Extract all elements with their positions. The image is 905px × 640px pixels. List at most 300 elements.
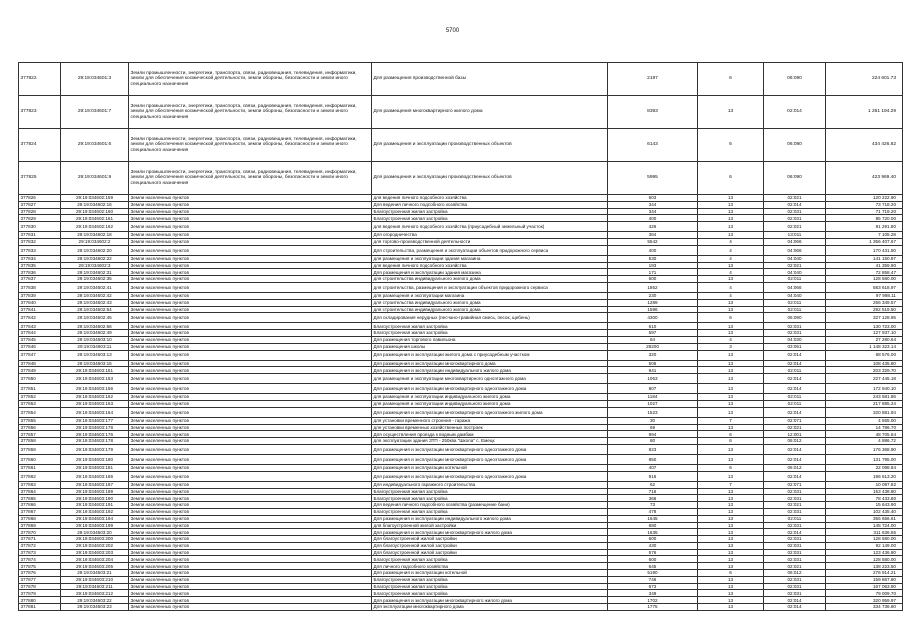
code: 02:014 xyxy=(764,471,826,481)
cadastral-value: 128 580.00 xyxy=(826,536,903,543)
row-number: 377876 xyxy=(19,570,61,577)
area: 1289 xyxy=(608,299,698,306)
land-category: Земли населенных пунктов xyxy=(129,384,372,394)
row-number: 377832 xyxy=(19,238,61,245)
cadastral-number: 29:19:034603:194 xyxy=(61,515,129,522)
land-category: Земли населенных пунктов xyxy=(129,367,372,374)
row-number: 377853 xyxy=(19,400,61,407)
land-category: Земли населенных пунктов xyxy=(129,255,372,262)
cadastral-value: 327 128.95 xyxy=(826,313,903,323)
cadastral-value: 15 643.90 xyxy=(826,502,903,509)
group-code: 13 xyxy=(698,96,764,129)
code: 02:014 xyxy=(764,201,826,208)
cadastral-number: 29:19:034602:3 xyxy=(61,262,129,269)
table-row xyxy=(19,313,903,323)
permitted-use: Для размещения многоквартирного жилого дома xyxy=(372,96,608,129)
group-code: 13 xyxy=(698,400,764,407)
land-category: Земли населенных пунктов xyxy=(129,299,372,306)
cadastral-number: 29:19:034602:160 xyxy=(61,208,129,215)
table-row xyxy=(19,129,903,162)
area: 530 xyxy=(608,255,698,262)
permitted-use: Для размещения и эксплуатации многоквартирного дома xyxy=(372,360,608,367)
cadastral-value: 217 885.24 xyxy=(826,400,903,407)
land-category: Земли населенных пунктов xyxy=(129,215,372,222)
row-number: 377840 xyxy=(19,299,61,306)
area: 1645 xyxy=(608,515,698,522)
code: 02:031 xyxy=(764,215,826,222)
group-code: 13 xyxy=(698,495,764,502)
cadastral-number: 29:19:034603:202 xyxy=(61,542,129,549)
cadastral-number: 29:19:034603:13 xyxy=(61,350,129,360)
code: 04:066 xyxy=(764,238,826,245)
permitted-use: для ведения личного подсобного хозяйства xyxy=(372,262,608,269)
land-category: Земли промышленности, энергетики, транспорта, связи, радиовещания, телевидения, информатики, земли для обеспечения космической деятельности, земли обороны, безопасности и земли иного специального назначения xyxy=(129,129,372,162)
land-category: Земли населенных пунктов xyxy=(129,471,372,481)
cadastral-number: 29:19:034603:22 xyxy=(61,597,129,604)
group-code: 6 xyxy=(698,438,764,445)
group-code: 13 xyxy=(698,232,764,239)
cadastral-value: 423 969.40 xyxy=(826,162,903,195)
area: 600 xyxy=(608,536,698,543)
permitted-use: Для складирования нерудных (песчано-гравийная смесь, песок, щебень) xyxy=(372,313,608,323)
land-category: Земли населенных пунктов xyxy=(129,350,372,360)
table-row xyxy=(19,384,903,394)
cadastral-value-table xyxy=(18,62,903,611)
table-row xyxy=(19,323,903,330)
permitted-use: для установки временных хозяйственных построек xyxy=(372,424,608,431)
code: 02:014 xyxy=(764,96,826,129)
group-code: 13 xyxy=(698,529,764,536)
cadastral-value: 102 435.40 xyxy=(826,508,903,515)
land-category: Земли населенных пунктов xyxy=(129,597,372,604)
row-number: 377864 xyxy=(19,488,61,495)
permitted-use: Благоустроенная жилая застройка xyxy=(372,330,608,337)
table-row xyxy=(19,583,903,590)
row-number: 377843 xyxy=(19,323,61,330)
area: 1862 xyxy=(608,282,698,292)
table-row xyxy=(19,570,903,577)
cadastral-value: 276 914.21 xyxy=(826,570,903,577)
group-code: 13 xyxy=(698,590,764,597)
table-row xyxy=(19,299,903,306)
cadastral-value: 27 280.64 xyxy=(826,336,903,343)
code: 06:090 xyxy=(764,129,826,162)
cadastral-number: 29:19:034602:42 xyxy=(61,292,129,299)
row-number: 377860 xyxy=(19,454,61,464)
code: 02:014 xyxy=(764,360,826,367)
permitted-use: для благоустроенной жилой застройки xyxy=(372,522,608,529)
row-number: 377881 xyxy=(19,604,61,611)
area: 941 xyxy=(608,367,698,374)
permitted-use: для размещения и эксплуатации индивидуального жилого дома xyxy=(372,394,608,401)
table-row xyxy=(19,536,903,543)
row-number: 377833 xyxy=(19,245,61,255)
permitted-use: Для ведения личного подсобного хозяйства (размещение бани) xyxy=(372,502,608,509)
table-row xyxy=(19,374,903,384)
table-row xyxy=(19,515,903,522)
code: 04:040 xyxy=(764,292,826,299)
area: 73 xyxy=(608,502,698,509)
group-code: 13 xyxy=(698,374,764,384)
land-category: Земли населенных пунктов xyxy=(129,556,372,563)
land-category: Земли населенных пунктов xyxy=(129,488,372,495)
table-row xyxy=(19,522,903,529)
code: 02:031 xyxy=(764,488,826,495)
cadastral-number: 29:19:034601:9 xyxy=(61,162,129,195)
permitted-use: Благоустроенная жилая застройка xyxy=(372,323,608,330)
cadastral-number: 29:19:034602:18 xyxy=(61,232,129,239)
area: 823 xyxy=(608,444,698,454)
cadastral-value: 41 359.90 xyxy=(826,262,903,269)
group-code: 13 xyxy=(698,597,764,604)
cadastral-value: 4 565.00 xyxy=(826,417,903,424)
cadastral-number: 29:19:034603:179 xyxy=(61,444,129,454)
permitted-use: для строительства индивидуального жилого дома xyxy=(372,306,608,313)
table-row xyxy=(19,597,903,604)
table-row xyxy=(19,495,903,502)
area: 1184 xyxy=(608,394,698,401)
area: 478 xyxy=(608,508,698,515)
permitted-use: Для благоустроенной жилой застройки xyxy=(372,542,608,549)
area: 807 xyxy=(608,384,698,394)
row-number: 377829 xyxy=(19,215,61,222)
group-code: 6 xyxy=(698,570,764,577)
code: 02:021 xyxy=(764,195,826,202)
area: 366 xyxy=(608,495,698,502)
table-row xyxy=(19,282,903,292)
group-code: 6 xyxy=(698,313,764,323)
permitted-use: для эксплуатации здания ЗТП - 250ква "Школа" с. Емецк xyxy=(372,438,608,445)
area: 407 xyxy=(608,464,698,471)
group-code: 13 xyxy=(698,454,764,464)
cadastral-number: 29:19:034603:187 xyxy=(61,481,129,488)
row-number: 377872 xyxy=(19,542,61,549)
group-code: 13 xyxy=(698,215,764,222)
cadastral-number: 29:19:034602:31 xyxy=(61,269,129,276)
group-code: 4 xyxy=(698,269,764,276)
group-code: 4 xyxy=(698,292,764,299)
area: 600 xyxy=(608,276,698,283)
cadastral-value: 72 858.47 xyxy=(826,269,903,276)
area: 400 xyxy=(608,245,698,255)
row-number: 377836 xyxy=(19,269,61,276)
cadastral-number: 29:19:034602:161 xyxy=(61,215,129,222)
cadastral-number: 29:19:034603:178 xyxy=(61,438,129,445)
row-number: 377859 xyxy=(19,444,61,454)
code: 02:011 xyxy=(764,306,826,313)
row-number: 377856 xyxy=(19,424,61,431)
area: 850 xyxy=(608,454,698,464)
group-code: 13 xyxy=(698,522,764,529)
group-code: 13 xyxy=(698,360,764,367)
table-row xyxy=(19,471,903,481)
area: 673 xyxy=(608,583,698,590)
permitted-use: Благоустроенная жилая застройка xyxy=(372,508,608,515)
table-row xyxy=(19,367,903,374)
page-number: 5700 xyxy=(445,28,460,34)
area: 426 xyxy=(608,222,698,232)
cadastral-value: 583 618.97 xyxy=(826,282,903,292)
cadastral-number: 29:19:034601:7 xyxy=(61,96,129,129)
code: 02:031 xyxy=(764,522,826,529)
area: 69 xyxy=(608,424,698,431)
group-code: 13 xyxy=(698,542,764,549)
area: 680 xyxy=(608,522,698,529)
permitted-use: для строительства индивидуального жилого дома xyxy=(372,276,608,283)
cadastral-value: 120 222.90 xyxy=(826,195,903,202)
cadastral-number: 29:19:034602:162 xyxy=(61,222,129,232)
row-number: 377848 xyxy=(19,360,61,367)
cadastral-number: 29:19:034603:212 xyxy=(61,590,129,597)
cadastral-number: 29:19:034602:49 xyxy=(61,330,129,337)
code: 04:066 xyxy=(764,282,826,292)
permitted-use: Для размещения и эксплуатации многоквартирного одноэтажного дома xyxy=(372,384,608,394)
permitted-use: Благоустроенная жилая застройка xyxy=(372,590,608,597)
land-category: Земли населенных пунктов xyxy=(129,583,372,590)
area: 994 xyxy=(608,431,698,438)
permitted-use: Для размещения и эксплуатации многоквартирного одноэтажного дома xyxy=(372,454,608,464)
permitted-use: Для размещения и эксплуатации многоквартирного жилого дома xyxy=(372,597,608,604)
permitted-use: Благоустроенная жилая застройка xyxy=(372,495,608,502)
land-category: Земли населенных пунктов xyxy=(129,394,372,401)
table-row xyxy=(19,604,903,611)
row-number: 377831 xyxy=(19,232,61,239)
table-row xyxy=(19,245,903,255)
table-row xyxy=(19,360,903,367)
cadastral-number: 29:19:034602:66 xyxy=(61,323,129,330)
row-number: 377839 xyxy=(19,292,61,299)
permitted-use: Для эксплуатации многоквартирного дома xyxy=(372,604,608,611)
area: 430 xyxy=(608,542,698,549)
permitted-use: Для размещения торгового павильона xyxy=(372,336,608,343)
permitted-use: Для ведения личного подсобного хозяйства xyxy=(372,201,608,208)
land-category: Земли населенных пунктов xyxy=(129,522,372,529)
cadastral-number: 29:19:034603:203 xyxy=(61,549,129,556)
area: 230 xyxy=(608,292,698,299)
code: 02:021 xyxy=(764,424,826,431)
area: 4300 xyxy=(608,313,698,323)
row-number: 377880 xyxy=(19,597,61,604)
code: 02:071 xyxy=(764,417,826,424)
permitted-use: Для индивидуального гаражного строительства xyxy=(372,481,608,488)
table-row xyxy=(19,549,903,556)
row-number: 377827 xyxy=(19,201,61,208)
cadastral-number: 29:19:034603:164 xyxy=(61,407,129,417)
land-category: Земли населенных пунктов xyxy=(129,195,372,202)
cadastral-number: 29:19:034603:186 xyxy=(61,471,129,481)
permitted-use: Для размещения и эксплуатации жилого дома с приусадебным участком xyxy=(372,350,608,360)
code: 06:012 xyxy=(764,464,826,471)
row-number: 377874 xyxy=(19,556,61,563)
row-number: 377828 xyxy=(19,208,61,215)
land-category: Земли населенных пунктов xyxy=(129,444,372,454)
cadastral-value: 203 329.70 xyxy=(826,367,903,374)
cadastral-number: 29:19:034603:11 xyxy=(61,343,129,350)
cadastral-number: 29:19:034602:22 xyxy=(61,255,129,262)
code: 02:031 xyxy=(764,542,826,549)
code: 02:011 xyxy=(764,400,826,407)
permitted-use: Благоустроенная жилая застройка xyxy=(372,583,608,590)
cadastral-value: 4 886.72 xyxy=(826,438,903,445)
table-row xyxy=(19,508,903,515)
permitted-use: Для строительства, размещения и эксплуатации объектов придорожного сервиса xyxy=(372,245,608,255)
area: 1635 xyxy=(608,529,698,536)
permitted-use: Благоустроенная жилая застройка xyxy=(372,215,608,222)
area: 1596 xyxy=(608,306,698,313)
table-row xyxy=(19,222,903,232)
cadastral-value: 170 431.50 xyxy=(826,245,903,255)
table-row xyxy=(19,96,903,129)
group-code: 6 xyxy=(698,431,764,438)
cadastral-value: 1 261 194.29 xyxy=(826,96,903,129)
land-category: Земли населенных пунктов xyxy=(129,576,372,583)
code: 04:040 xyxy=(764,255,826,262)
land-category: Земли населенных пунктов xyxy=(129,330,372,337)
permitted-use: Для огородничества xyxy=(372,232,608,239)
permitted-use: для строительства, размещения и эксплуатации объектов придорожного сервиса xyxy=(372,282,608,292)
land-category: Земли населенных пунктов xyxy=(129,336,372,343)
land-category: Земли населенных пунктов xyxy=(129,508,372,515)
row-number: 377868 xyxy=(19,515,61,522)
land-category: Земли населенных пунктов xyxy=(129,282,372,292)
code: 02:014 xyxy=(764,529,826,536)
land-category: Земли населенных пунктов xyxy=(129,590,372,597)
permitted-use: для размещения и эксплуатации многоквартирного одноэтажного дома xyxy=(372,374,608,384)
code: 12:001 xyxy=(764,431,826,438)
code: 02:011 xyxy=(764,299,826,306)
cadastral-value: 243 581.86 xyxy=(826,394,903,401)
permitted-use: для размещения и эксплуатации магазина xyxy=(372,292,608,299)
cadastral-number: 29:19:034603:200 xyxy=(61,536,129,543)
table-row xyxy=(19,438,903,445)
land-category: Земли промышленности, энергетики, транспорта, связи, радиовещания, телевидения, информатики, земли для обеспечения космической деятельности, земли обороны, безопасности и земли иного специального назначения xyxy=(129,162,372,195)
code: 02:071 xyxy=(764,481,826,488)
group-code: 13 xyxy=(698,604,764,611)
group-code: 13 xyxy=(698,508,764,515)
code: 02:031 xyxy=(764,576,826,583)
land-category: Земли населенных пунктов xyxy=(129,495,372,502)
table-row xyxy=(19,269,903,276)
code: 04:030 xyxy=(764,336,826,343)
row-number: 377867 xyxy=(19,508,61,515)
cadastral-number: 29:19:034602:2 xyxy=(61,238,129,245)
row-number: 377830 xyxy=(19,222,61,232)
table-row xyxy=(19,162,903,195)
land-category: Земли населенных пунктов xyxy=(129,276,372,283)
cadastral-value: 22 098.84 xyxy=(826,464,903,471)
land-category: Земли населенных пунктов xyxy=(129,313,372,323)
cadastral-number: 29:19:034602:43 xyxy=(61,299,129,306)
code: 02:031 xyxy=(764,208,826,215)
cadastral-value: 355 656.61 xyxy=(826,515,903,522)
code: 13:011 xyxy=(764,232,826,239)
area: 64 xyxy=(608,336,698,343)
group-code: 13 xyxy=(698,556,764,563)
group-code: 6 xyxy=(698,162,764,195)
cadastral-number: 29:19:034602:159 xyxy=(61,195,129,202)
code: 04:066 xyxy=(764,245,826,255)
permitted-use: Благоустроенная жилая застройка xyxy=(372,488,608,495)
group-code: 3 xyxy=(698,343,764,350)
row-number: 377878 xyxy=(19,583,61,590)
permitted-use: Для размещения производственной базы xyxy=(372,63,608,96)
group-code: 13 xyxy=(698,367,764,374)
group-code: 13 xyxy=(698,222,764,232)
land-category: Земли населенных пунктов xyxy=(129,464,372,471)
code: 02:011 xyxy=(764,394,826,401)
land-category: Земли населенных пунктов xyxy=(129,292,372,299)
cadastral-value: 153 438.80 xyxy=(826,488,903,495)
cadastral-number: 29:19:034603:15 xyxy=(61,360,129,367)
row-number: 377835 xyxy=(19,262,61,269)
cadastral-value: 10 097.82 xyxy=(826,481,903,488)
cadastral-value: 14 786.70 xyxy=(826,424,903,431)
area: 597 xyxy=(608,330,698,337)
cadastral-number: 29:19:034603:190 xyxy=(61,495,129,502)
permitted-use: для размещения и эксплуатации индивидуального жилого дома xyxy=(372,400,608,407)
group-code: 13 xyxy=(698,583,764,590)
permitted-use: Для размещения и эксплуатации многоквартирного одноэтажного дома xyxy=(372,471,608,481)
code: 02:021 xyxy=(764,262,826,269)
land-category: Земли населенных пунктов xyxy=(129,481,372,488)
land-category: Земли населенных пунктов xyxy=(129,604,372,611)
table-row xyxy=(19,232,903,239)
area: 610 xyxy=(608,323,698,330)
cadastral-value: 7 105.28 xyxy=(826,232,903,239)
area: 1775 xyxy=(608,604,698,611)
permitted-use: для ведения личного подсобного хозяйства (приусадебный земельный участок) xyxy=(372,222,608,232)
row-number: 377834 xyxy=(19,255,61,262)
cadastral-number: 29:19:034603:176 xyxy=(61,431,129,438)
area: 600 xyxy=(608,556,698,563)
table-row xyxy=(19,576,903,583)
cadastral-value: 167 063.90 xyxy=(826,583,903,590)
permitted-use: для установки временного строения - гаража xyxy=(372,417,608,424)
cadastral-number: 29:19:034603:163 xyxy=(61,400,129,407)
cadastral-value: 159 867.80 xyxy=(826,576,903,583)
cadastral-value: 224 601.73 xyxy=(826,63,903,96)
table-row xyxy=(19,431,903,438)
table-row xyxy=(19,400,903,407)
code: 02:014 xyxy=(764,350,826,360)
land-category: Земли населенных пунктов xyxy=(129,208,372,215)
cadastral-value: 108 435.80 xyxy=(826,360,903,367)
row-number: 377869 xyxy=(19,522,61,529)
cadastral-number: 29:19:034603:178 xyxy=(61,424,129,431)
area: 62 xyxy=(608,481,698,488)
cadastral-number: 29:19:034601:6 xyxy=(61,129,129,162)
table-row xyxy=(19,481,903,488)
group-code: 13 xyxy=(698,549,764,556)
cadastral-number: 29:19:034603:191 xyxy=(61,502,129,509)
area: 28200 xyxy=(608,343,698,350)
row-number: 377871 xyxy=(19,536,61,543)
area: 5995 xyxy=(608,162,698,195)
code: 02:021 xyxy=(764,222,826,232)
code: 02:011 xyxy=(764,367,826,374)
cadastral-value: 71 719.20 xyxy=(826,208,903,215)
area: 5542 xyxy=(608,238,698,245)
row-number: 377875 xyxy=(19,563,61,570)
area: 1523 xyxy=(608,407,698,417)
table-row xyxy=(19,407,903,417)
group-code: 13 xyxy=(698,394,764,401)
group-code: 7 xyxy=(698,417,764,424)
cadastral-value: 91 291.80 xyxy=(826,222,903,232)
land-category: Земли населенных пунктов xyxy=(129,454,372,464)
permitted-use: Для размещения и эксплуатации индивидуального жилого дома xyxy=(372,515,608,522)
row-number: 377837 xyxy=(19,276,61,283)
